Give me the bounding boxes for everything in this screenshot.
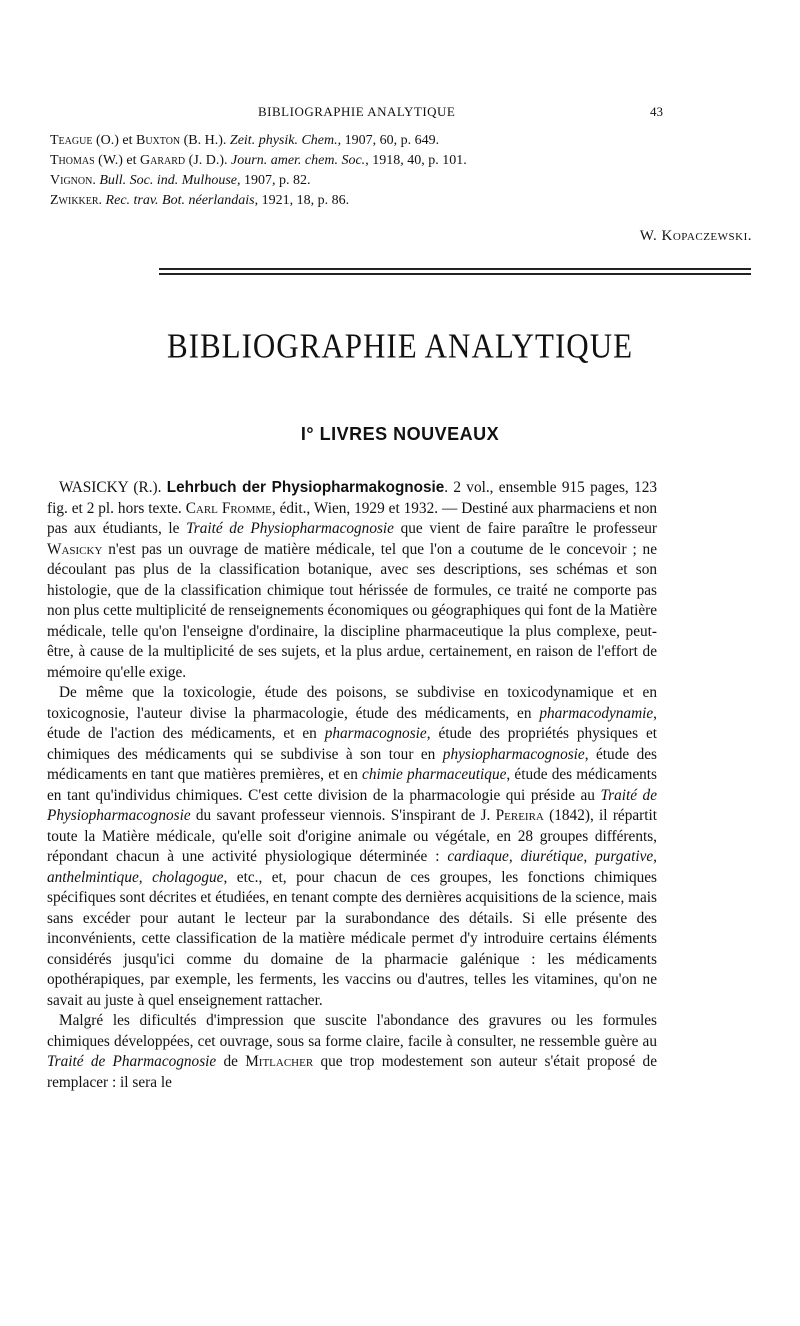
ref-author: Zwikker [50,193,99,208]
book-title: Lehrbuch der Physiopharmakognosie [166,479,445,496]
reference-item [50,151,750,171]
ref-text: , 1907, p. 82. [236,173,311,188]
ref-journal: Zeit. physik. Chem. [229,133,338,148]
ref-text: (W.) et [94,153,141,168]
divider-line [159,268,751,270]
body-text [47,478,657,1093]
ref-author: Buxton [135,133,181,148]
text-run: , étude des médicaments en tant qu'individus chimiques. C'est cette division de la pharmacologie qui préside au [47,766,657,804]
text-run: De même que la toxicologie, étude des poisons, se subdivise en toxicodynamique et en toxicognosie, l'auteur divise la pharmacologie, étude des médicaments, en [47,684,657,722]
page-number: 43 [650,104,663,119]
italic-title: Traité de Physiopharmacognosie [47,786,657,824]
ref-journal: Rec. trav. Bot. néerlandais [105,193,255,208]
italic-term: chimie pharmaceutique [362,766,507,783]
text-run: de [216,1053,246,1070]
ref-text: , 1918, 40, p. 101. [365,153,467,168]
text-run: du savant professeur viennois. S'inspirant de J. [190,807,496,824]
ref-author: Garard [140,153,186,168]
ref-text: . [92,173,100,188]
reference-list [50,131,750,211]
text-run: (1842), il répartit toute la Matière médicale, qu'elle soit d'origine animale ou végétale, en 28 groupes différents, répondant chacun à une activité physiologique déterminée : [47,807,657,865]
paragraph [47,478,657,683]
ref-text: (B. H.). [180,133,230,148]
ref-author: Thomas [50,153,95,168]
ref-text: (O.) et [92,133,136,148]
italic-title: Traité de Physiopharmacognosie [186,520,394,537]
text-run: , étude des médicaments en tant que matières premières, et en [47,745,657,783]
section-divider [159,268,751,278]
text-run: Malgré les dificultés d'impression que suscite l'abondance des gravures ou les formules chimiques développées, cet ouvrage, sous sa forme claire, facile à consulter, ne ressemble guère au [47,1012,657,1050]
text-run: , étude de l'action des médicaments, et en [47,704,657,742]
reference-item [50,171,750,191]
paragraph [47,1011,657,1093]
text-run: n'est pas un ouvrage de matière médicale, tel que l'on a coutume de le concevoir ; ne découlant pas plus de la classification botanique, avec ses descriptions, ses schémas et son histologie, que de la classification chimique tout hérissée de formules, ce traité ne comporte pas non plus cette multiplicité de renseignements économiques ou géographiques qui font de la Matière médicale, telle qu'on l'enseigne d'ordinaire, la discipline pharmaceutique la plus complexe, peut-être, à cause de la multiplicité de ses sujets, et la plus ardue, certainement, en raison de l'effort de mémoire qu'elle exige. [47,540,657,681]
author-name: Wasicky [47,540,103,558]
ref-text: (J. D.). [185,153,232,168]
text-run: , étude des propriétés physiques et chimiques des médicaments qui se subdivise à son tour en [47,725,657,763]
ref-text: , 1907, 60, p. 649. [337,133,440,148]
paragraph [47,683,657,1011]
ref-text: . [98,193,106,208]
author-signature: W. Kopaczewski. [639,228,752,244]
italic-term: physiopharmacognosie [442,745,585,763]
italic-term: cardiaque, diurétique, purgative, anthelmintique, cholagogue [47,848,657,886]
text-run: que trop modestement son auteur s'était proposé de remplacer : il sera le [47,1053,657,1091]
ref-author: Teague [50,133,93,148]
section-heading: I° LIVRES NOUVEAUX [300,424,500,444]
publisher-name: Carl Fromme [185,499,272,517]
author-name: Mitlacher [245,1053,314,1070]
reference-item [50,191,750,211]
running-head: BIBLIOGRAPHIE ANALYTIQUE [258,104,456,119]
italic-term: pharmacognosie [324,725,427,742]
text-run: que vient de faire paraître le professeur [393,520,658,537]
italic-term: pharmacodynamie [539,704,654,722]
page-title: BIBLIOGRAPHIE ANALYTIQUE [166,326,634,366]
text-run: , édit., Wien, 1929 et 1932. — Destiné aux pharmaciens et non pas aux étudiants, le [47,499,657,537]
ref-author: Vignon [50,173,93,188]
author-name: WASICKY (R.). [59,479,167,496]
ref-journal: Bull. Soc. ind. Mulhouse [99,173,237,188]
author-name: Pereira [495,807,544,824]
italic-title: Traité de Pharmacognosie [47,1053,217,1070]
ref-text: , 1921, 18, p. 86. [254,193,350,208]
ref-journal: Journ. amer. chem. Soc. [231,153,366,168]
divider-line [159,273,751,275]
reference-item [50,131,750,151]
text-run: , etc., et, pour chacun de ces groupes, les fonctions chimiques spécifiques sont décrites et étudiées, en tenant compte des dernières acquisitions de la science, mais sans excéder pour autant le lecteur par la surabondance des détails. Si elle présente des inconvénients, cette classification de la matière médicale permet d'y introduire certains éléments considérés jusqu'ici comme du domaine de la pharmacie galénique : les médicaments opothérapiques, par exemple, les ferments, les vaccins ou d'autres, telles les vitamines, qu'on ne savait au juste à quel enseignement rattacher. [47,868,657,1009]
text-run: . 2 vol., ensemble 915 pages, 123 fig. et 2 pl. hors texte. [47,479,657,517]
